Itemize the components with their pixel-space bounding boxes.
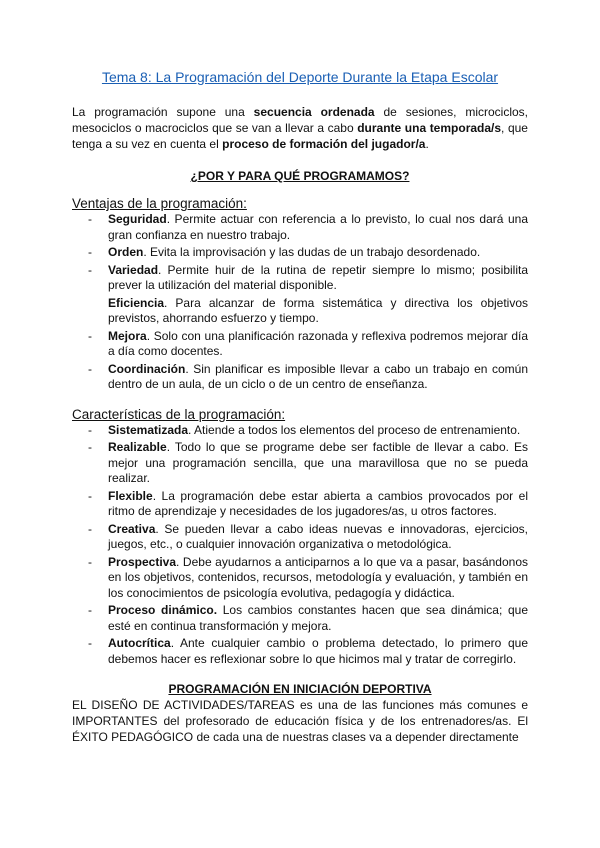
caracteristicas-heading: Características de la programación:: [72, 406, 286, 422]
section-heading-iniciacion: PROGRAMACIÓN EN INICIACIÓN DEPORTIVA: [168, 682, 432, 696]
item-text: . La programación debe estar abierta a cambios provocados por el ritmo de aprendizaje y necesidades de los jugadores/as, u otros factores.: [108, 488, 528, 518]
item-text: . Permite actuar con referencia a lo previsto, lo cual nos dará una gran confianza en nuestro trabajo.: [108, 212, 528, 242]
bullet-dash: -: [88, 636, 92, 650]
item-term: Autocrítica: [108, 636, 171, 650]
item-term: Orden: [108, 245, 144, 259]
item-text: . Atiende a todos los elementos del proceso de entrenamiento.: [188, 422, 521, 437]
intro-text-3: , que tenga a su vez en cuenta el: [72, 121, 528, 151]
list-item: [72, 555, 528, 602]
section-heading-por-que: ¿POR Y PARA QUÉ PROGRAMAMOS?: [190, 169, 410, 183]
item-term: Prospectiva: [108, 554, 177, 569]
bullet-dash: -: [88, 521, 92, 536]
bullet-dash: -: [88, 212, 92, 226]
list-item: [72, 440, 528, 487]
intro-text-2: de sesiones, microciclos, mesociclos o macrociclos que se van a llevar a cabo: [72, 105, 528, 135]
bullet-dash: -: [88, 245, 92, 259]
list-item: [72, 423, 528, 439]
document-page: [72, 68, 528, 745]
item-text: . Permite huir de la rutina de repetir siempre lo mismo; posibilita prever la utilización del material disponible.: [108, 262, 528, 292]
list-item: [72, 362, 528, 393]
item-text: . Debe ayudarnos a anticiparnos a lo que va a pasar, basándonos en los objetivos, contenidos, recursos, metodología y evaluación, y también en los conocimientos de psicología evolutiva, pedagogía y didáctica.: [108, 554, 528, 600]
intro-bold-3: proceso de formación del jugador/a: [222, 137, 426, 151]
item-text: . Solo con una planificación razonada y reflexiva podremos mejorar día a día como docentes.: [108, 328, 528, 358]
intro-text-4: .: [425, 137, 429, 151]
bullet-dash: -: [88, 554, 92, 569]
item-text: . Evita la improvisación y las dudas de un trabajo desordenado.: [143, 245, 481, 259]
bullet-dash: -: [88, 422, 92, 437]
page-title: Tema 8: La Programación del Deporte Durante la Etapa Escolar: [101, 69, 499, 85]
item-term: Seguridad: [108, 212, 167, 226]
item-text: . Sin planificar es imposible llevar a cabo un trabajo en común dentro de un aula, de un ciclo o de un centro de enseñanza.: [108, 361, 528, 391]
list-item: [72, 296, 528, 327]
final-section: [72, 697, 528, 745]
ventajas-list: [72, 212, 528, 393]
item-term: Coordinación: [108, 361, 186, 376]
bullet-dash: -: [88, 603, 92, 617]
bullet-dash: -: [88, 262, 92, 277]
item-text: . Se pueden llevar a cabo ideas nuevas e innovadoras, ejercicios, juegos, etc., o cualquier innovación organizativa o metodológica.: [108, 521, 528, 551]
list-item: [72, 603, 528, 634]
intro-text-1: La programación supone una: [72, 105, 254, 119]
list-item: [72, 263, 528, 294]
intro-bold-2: durante una temporada/s: [357, 121, 502, 135]
list-item: [72, 522, 528, 553]
list-item: [72, 636, 528, 667]
list-item: [72, 245, 528, 261]
item-term: Variedad: [108, 262, 159, 277]
item-term: Sistematizada: [108, 422, 189, 437]
item-text: . Para alcanzar de forma sistemática y directiva los objetivos previstos, ahorrando esfuerzo y tiempo.: [108, 295, 528, 325]
bullet-dash: -: [88, 440, 92, 454]
item-term: Mejora: [108, 328, 147, 343]
list-item: [72, 212, 528, 243]
item-term: Realizable: [108, 440, 167, 454]
item-text: . Ante cualquier cambio o problema detectado, lo primero que debemos hacer es reflexionar sobre lo que hicimos mal y tratar de corregirlo.: [108, 636, 528, 666]
intro-bold-1: secuencia ordenada: [253, 105, 375, 119]
item-term: Creativa: [108, 521, 156, 536]
item-term: Flexible: [108, 488, 153, 503]
item-term: Proceso dinámico.: [108, 603, 218, 617]
bullet-dash: -: [88, 361, 92, 376]
caracteristicas-list: [72, 423, 528, 668]
list-item: [72, 489, 528, 520]
ventajas-heading: Ventajas de la programación:: [72, 196, 247, 211]
item-text: Los cambios constantes hacen que sea dinámica; que esté en continua transformación y mejora.: [108, 603, 528, 633]
item-text: . Todo lo que se programe debe ser factible de llevar a cabo. Es mejor una programación sencilla, que una maravillosa que no se pueda realizar.: [108, 440, 528, 485]
bullet-dash: -: [88, 488, 92, 503]
list-item: [72, 329, 528, 360]
bullet-dash: -: [88, 328, 92, 343]
intro-paragraph: [72, 104, 528, 152]
final-paragraph: EL DISEÑO DE ACTIVIDADES/TAREAS es una de las funciones más comunes e IMPORTANTES del profesorado de educación física y de los entrenadores/as. El ÉXITO PEDAGÓGICO de cada una de nuestras clases va a depender directamente: [72, 698, 528, 744]
item-term: Eficiencia: [108, 295, 165, 310]
